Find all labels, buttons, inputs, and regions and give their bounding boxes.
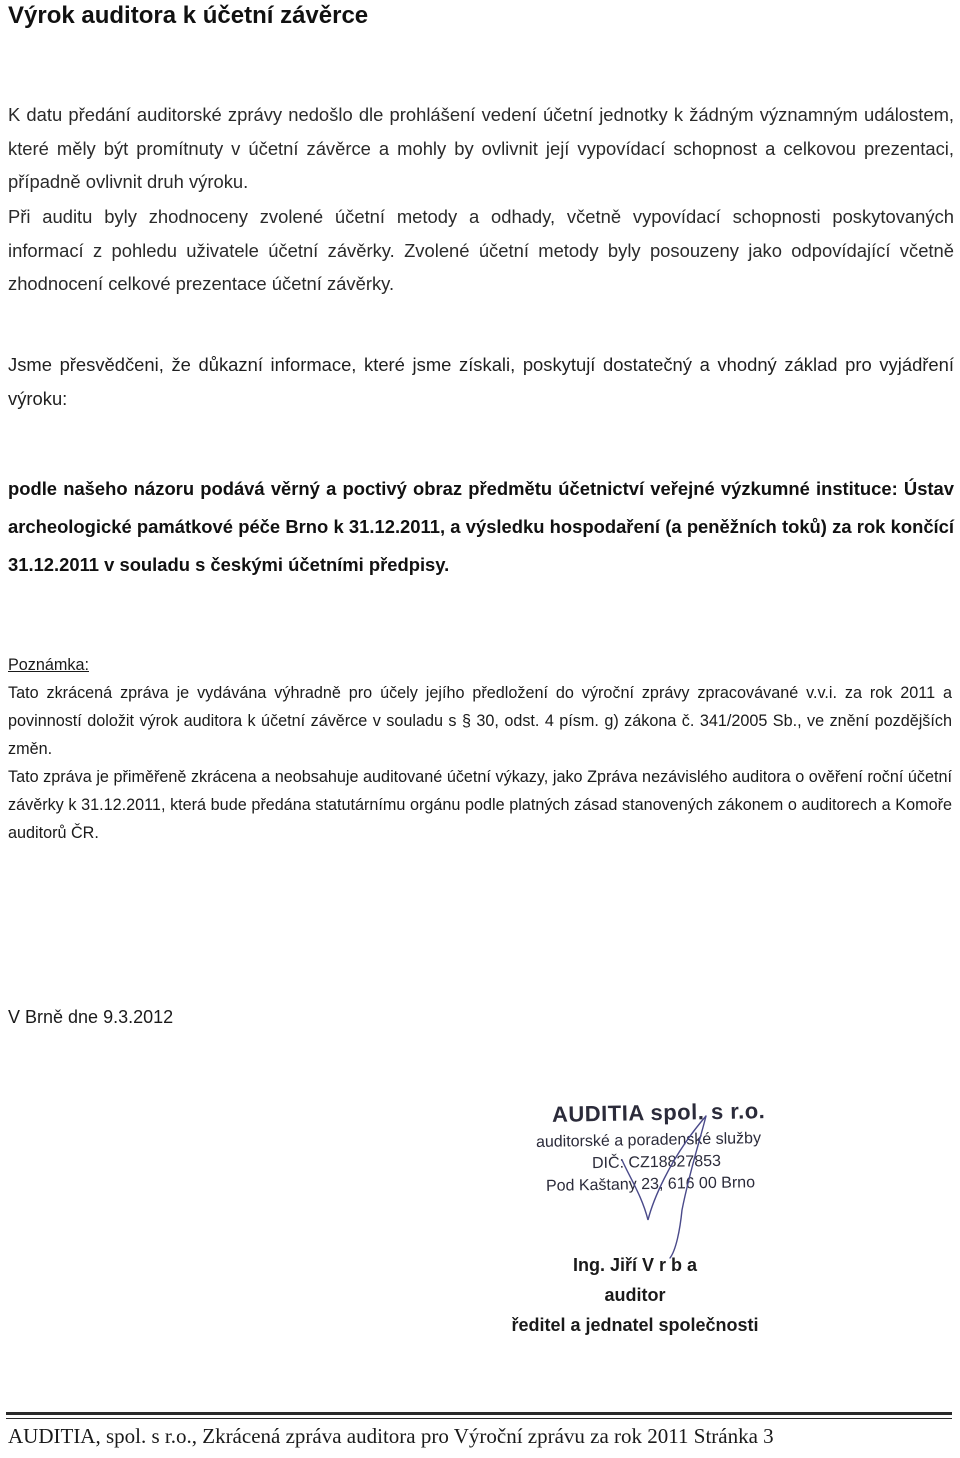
note-block (8, 651, 952, 847)
page-footer: AUDITIA, spol. s r.o., Zkrácená zpráva auditora pro Výroční zprávu za rok 2011 Stránka 3 (8, 1424, 774, 1448)
stamp-company-name: AUDITIA spol. s r.o. (551, 1098, 766, 1127)
stamp-tax-id: DIČ: CZ18827853 (591, 1152, 722, 1173)
signer-block (470, 1250, 800, 1340)
company-stamp (530, 1100, 800, 1210)
signer-position: ředitel a jednatel společnosti (511, 1315, 759, 1335)
stamp-address: Pod Kaštany 23, 616 00 Brno (545, 1174, 756, 1195)
note-text-purpose: Tato zkrácená zpráva je vydávána výhradně pro účely jejího předložení do výroční zprávy zpracovávané v.v.i. za rok 2011 a povinností doložit výrok auditora k účetní závěrce v souladu s § 30, odst. 4 písm. g) zákona č. 341/2005 Sb., ve znění pozdějších změn. (8, 684, 952, 758)
stamp-services: auditorské a poradenské služby (535, 1130, 762, 1151)
footer-divider (6, 1412, 952, 1415)
signer-role: auditor (604, 1285, 666, 1305)
note-text-abridged: Tato zpráva je přiměřeně zkrácena a neobsahuje auditované účetní výkazy, jako Zpráva nezávislého auditora o ověření roční účetní závěrky k 31.12.2011, která bude předána statutárnímu orgánu podle platných zásad stanovených zákonem o auditorech a Komoře auditorů ČR. (8, 768, 952, 842)
footer-divider-thin (6, 1418, 952, 1419)
paragraph-evidence: Jsme přesvědčeni, že důkazní informace, které jsme získali, poskytují dostatečný a vhodný základ pro vyjádření výroku: (8, 354, 954, 409)
note-heading: Poznámka: (8, 656, 89, 674)
page-title: Výrok auditora k účetní závěrce (8, 2, 369, 29)
date-line: V Brně dne 9.3.2012 (8, 1007, 174, 1027)
paragraph-subsequent-events: K datu předání auditorské zprávy nedošlo dle prohlášení vedení účetní jednotky k žádným významným událostem, které měly být promítnuty v účetní závěrce a mohly by ovlivnit její vypovídací schopnost a celkovou prezentaci, případně ovlivnit druh výroku. (8, 104, 954, 192)
paragraph-accounting-methods: Při auditu byly zhodnoceny zvolené účetní metody a odhady, včetně vypovídací schopnosti poskytovaných informací z pohledu uživatele účetní závěrky. Zvolené účetní metody byly posouzeny jako odpovídající včetně zhodnocení celkové prezentace účetní závěrky. (8, 206, 954, 294)
signer-name: Ing. Jiří V r b a (572, 1255, 698, 1275)
paragraph-opinion: podle našeho názoru podává věrný a poctivý obraz předmětu účetnictví veřejné výzkumné instituce: Ústav archeologické památkové péče Brno k 31.12.2011, a výsledku hospodaření (a peněžních toků) za rok končící 31.12.2011 v souladu s českými účetními předpisy. (8, 478, 954, 575)
